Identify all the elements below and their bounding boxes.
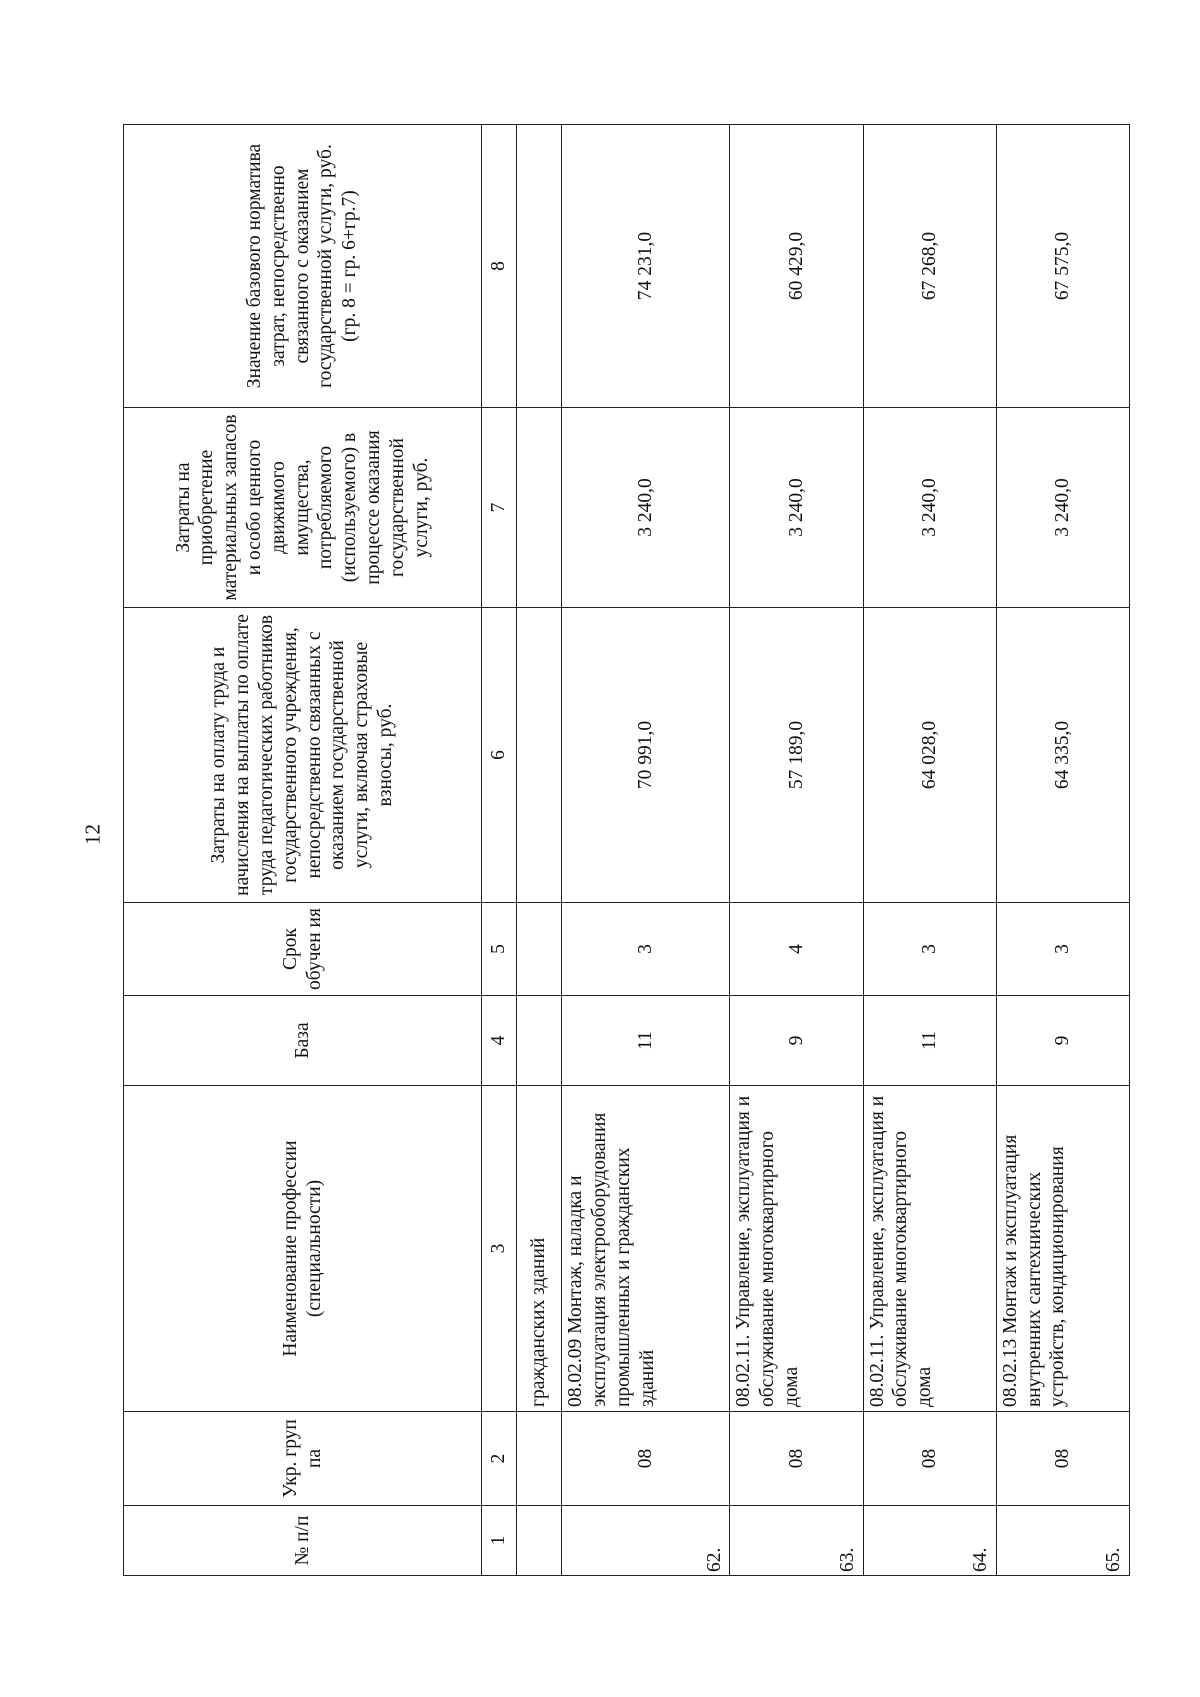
header-cell-labor-costs: Затраты на оплату труда и начисления на выплаты по оплате труда педагогических работников государственного учреждения, непосредственно связанных с оказанием государственной услуги, включая страховые взносы, руб. <box>124 608 482 903</box>
cost-norms-table <box>123 124 1130 1576</box>
table-cell <box>516 1412 561 1506</box>
row-total-norm: 67 575,0 <box>996 125 1129 408</box>
table-cell <box>516 903 561 996</box>
table-cell <box>516 1506 561 1576</box>
header-cell-profession: Наименование профессии (специальности) <box>124 1086 482 1412</box>
table-row <box>730 125 863 1576</box>
column-number-row <box>482 125 517 1576</box>
row-group: 08 <box>730 1412 863 1506</box>
column-number: 2 <box>482 1412 517 1506</box>
row-total-norm: 67 268,0 <box>863 125 996 408</box>
row-total-norm: 74 231,0 <box>562 125 730 408</box>
table-cell <box>516 608 561 903</box>
row-group: 08 <box>996 1412 1129 1506</box>
table-cell <box>516 996 561 1086</box>
continuation-text: гражданских зданий <box>516 1086 561 1412</box>
column-number: 4 <box>482 996 517 1086</box>
row-base: 9 <box>996 996 1129 1086</box>
table-row <box>996 125 1129 1576</box>
row-material-costs: 3 240,0 <box>562 408 730 608</box>
column-number: 5 <box>482 903 517 996</box>
row-total-norm: 60 429,0 <box>730 125 863 408</box>
row-base: 11 <box>863 996 996 1086</box>
column-number: 8 <box>482 125 517 408</box>
column-number: 7 <box>482 408 517 608</box>
row-profession-name: 08.02.13 Монтаж и эксплуатация внутренних сантехнических устройств, кондиционирования <box>996 1086 1129 1412</box>
row-labor-costs: 57 189,0 <box>730 608 863 903</box>
row-profession-name: 08.02.11. Управление, эксплуатация и обслуживание многоквартирного дома <box>730 1086 863 1412</box>
header-cell-term: Срок обучен ия <box>124 903 482 996</box>
row-labor-costs: 64 028,0 <box>863 608 996 903</box>
row-term: 4 <box>730 903 863 996</box>
row-profession-name: 08.02.09 Монтаж, наладка и эксплуатация электрооборудования промышленных и гражданских зданий <box>562 1086 730 1412</box>
row-profession-name: 08.02.11. Управление, эксплуатация и обслуживание многоквартирного дома <box>863 1086 996 1412</box>
row-number: 62. <box>562 1506 730 1576</box>
row-term: 3 <box>863 903 996 996</box>
row-group: 08 <box>863 1412 996 1506</box>
rotated-table-container <box>123 125 1130 1576</box>
row-term: 3 <box>996 903 1129 996</box>
page-number: 12 <box>80 824 105 845</box>
row-number: 64. <box>863 1506 996 1576</box>
header-cell-base: База <box>124 996 482 1086</box>
table-row <box>562 125 730 1576</box>
column-number: 6 <box>482 608 517 903</box>
header-cell-number: № п/п <box>124 1506 482 1576</box>
row-material-costs: 3 240,0 <box>863 408 996 608</box>
column-number: 3 <box>482 1086 517 1412</box>
column-number: 1 <box>482 1506 517 1576</box>
header-cell-group: Укр. груп па <box>124 1412 482 1506</box>
row-labor-costs: 70 991,0 <box>562 608 730 903</box>
header-cell-material-costs: Затраты на приобретение материальных запасов и особо ценного движимого имущества, потребляемого (используемого) в процессе оказания государственной услуги, руб. <box>124 408 482 608</box>
row-term: 3 <box>562 903 730 996</box>
row-group: 08 <box>562 1412 730 1506</box>
row-number: 65. <box>996 1506 1129 1576</box>
row-number: 63. <box>730 1506 863 1576</box>
continuation-row <box>516 125 561 1576</box>
header-row <box>124 125 482 1576</box>
row-material-costs: 3 240,0 <box>996 408 1129 608</box>
row-base: 11 <box>562 996 730 1086</box>
row-base: 9 <box>730 996 863 1086</box>
header-cell-total-norm: Значение базового норматива затрат, непосредственно связанного с оказанием государственной услуги, руб. (гр. 8 = гр. 6+гр.7) <box>124 125 482 408</box>
row-material-costs: 3 240,0 <box>730 408 863 608</box>
table-cell <box>516 408 561 608</box>
row-labor-costs: 64 335,0 <box>996 608 1129 903</box>
table-row <box>863 125 996 1576</box>
table-cell <box>516 125 561 408</box>
